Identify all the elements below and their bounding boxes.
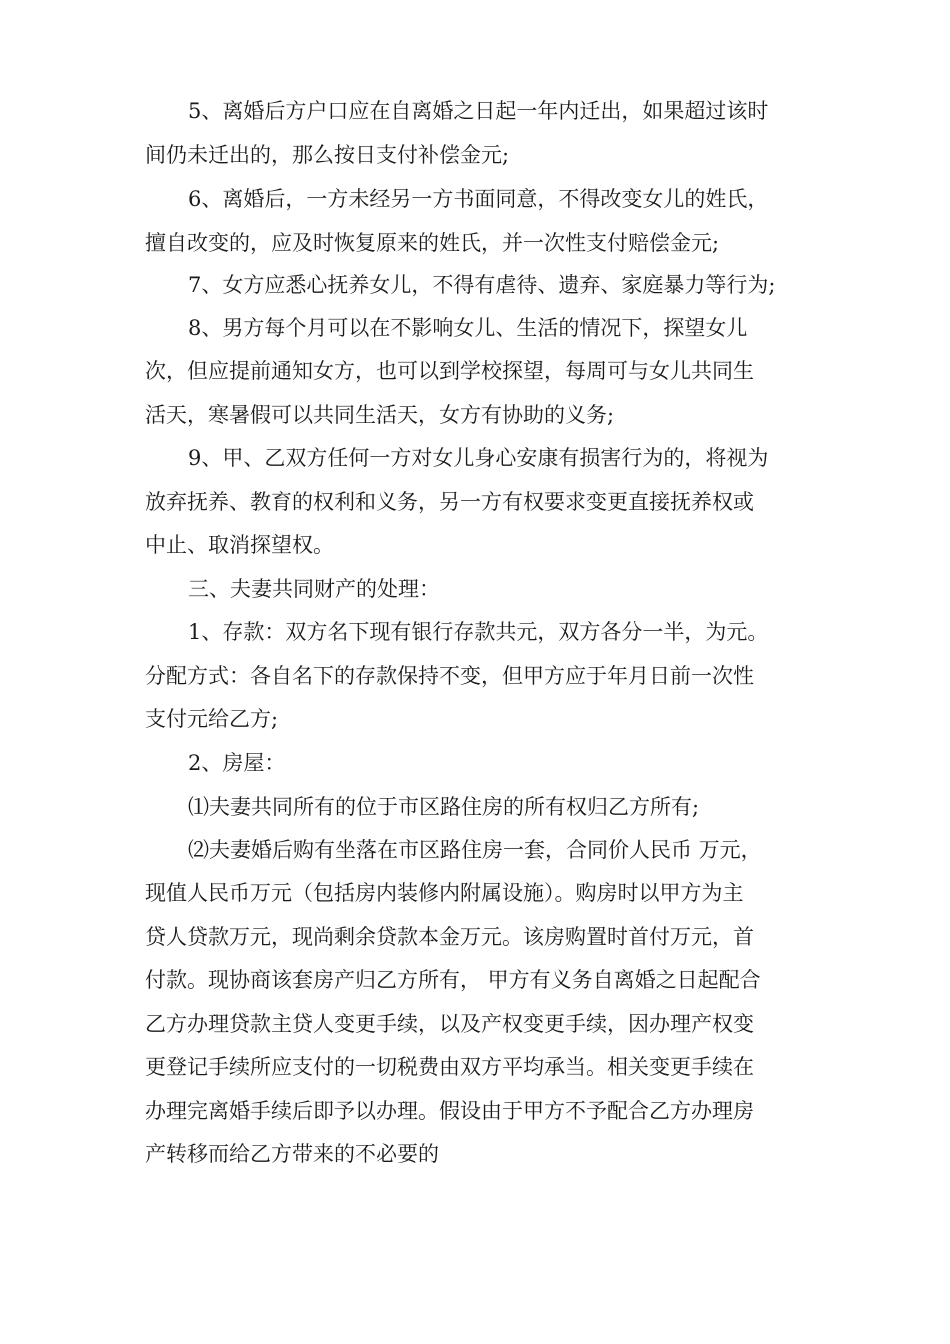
text-line: 9、甲、乙双方任何一方对女儿身心安康有损害行为的，将视为 bbox=[188, 446, 769, 470]
text-line: 2、房屋： bbox=[188, 751, 286, 775]
text-line: 中止、取消探望权。 bbox=[145, 533, 334, 557]
text-line: ⑴夫妻共同所有的位于市区路住房的所有权归乙方所有; bbox=[188, 795, 700, 819]
text-line: 产转移而给乙方带来的不必要的 bbox=[145, 1142, 439, 1166]
text-line: 擅自改变的，应及时恢复原来的姓氏，并一次性支付赔偿金元; bbox=[145, 231, 720, 255]
section-heading: 三、夫妻共同财产的处理： bbox=[188, 577, 440, 601]
text-line: 5、离婚后方户口应在自离婚之日起一年内迁出，如果超过该时 bbox=[188, 99, 769, 123]
text-line: 分配方式：各自名下的存款保持不变，但甲方应于年月日前一次性 bbox=[145, 664, 754, 688]
text-line: 乙方办理贷款主贷人变更手续，以及产权变更手续，因办理产权变 bbox=[145, 1012, 754, 1036]
text-line: 活天，寒暑假可以共同生活天，女方有协助的义务; bbox=[145, 403, 615, 427]
text-line: 6、离婚后，一方未经另一方书面同意，不得改变女儿的姓氏， bbox=[188, 187, 769, 211]
text-line: 贷人贷款万元，现尚剩余贷款本金万元。该房购置时首付万元，首 bbox=[145, 925, 754, 949]
text-line: 1、存款：双方名下现有银行存款共元，双方各分一半，为元。 bbox=[188, 620, 769, 644]
text-line: 8、男方每个月可以在不影响女儿、生活的情况下，探望女儿 bbox=[188, 316, 748, 340]
text-line: 间仍未迁出的，那么按日支付补偿金元; bbox=[145, 143, 510, 167]
text-line: 次，但应提前通知女方，也可以到学校探望，每周可与女儿共同生 bbox=[145, 359, 754, 383]
text-line: 办理完离婚手续后即予以办理。假设由于甲方不予配合乙方办理房 bbox=[145, 1099, 754, 1123]
text-line: 更登记手续所应支付的一切税费由双方平均承当。相关变更手续在 bbox=[145, 1055, 754, 1079]
text-line: 现值人民币万元（包括房内装修内附属设施）。购房时以甲方为主 bbox=[145, 881, 744, 905]
text-line: 放弃抚养、教育的权利和义务，另一方有权要求变更直接抚养权或 bbox=[145, 490, 754, 514]
text-line: 7、女方应悉心抚养女儿，不得有虐待、遗弃、家庭暴力等行为; bbox=[188, 273, 776, 297]
text-line: 支付元给乙方; bbox=[145, 707, 279, 731]
text-line: 付款。现协商该套房产归乙方所有， 甲方有义务自离婚之日起配合 bbox=[145, 968, 761, 992]
text-line: ⑵夫妻婚后购有坐落在市区路住房一套，合同价人民币 万元， bbox=[188, 838, 762, 862]
